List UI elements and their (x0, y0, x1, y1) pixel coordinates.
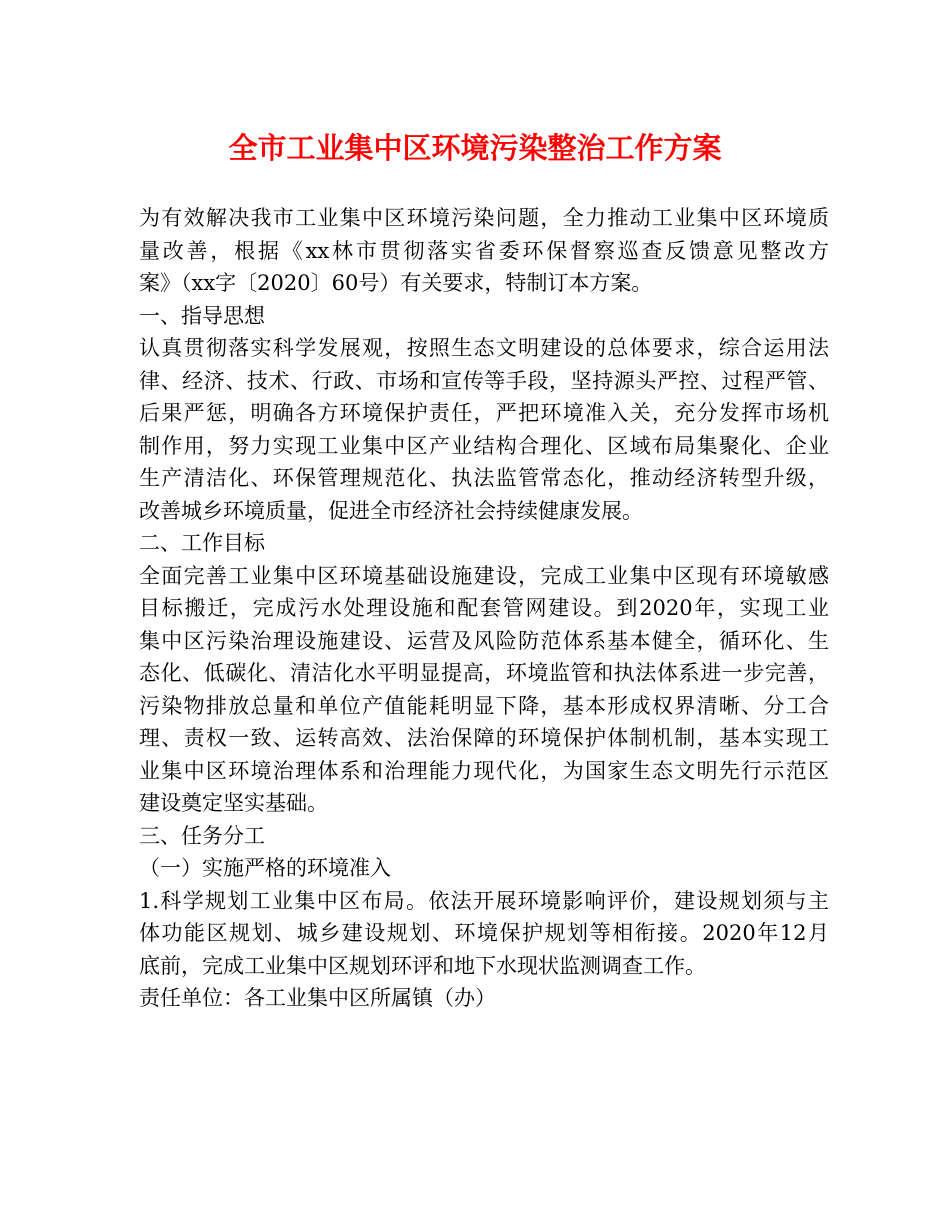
body-line: （一）实施严格的环境准入 (139, 856, 391, 880)
body-line: 一、指导思想 (139, 303, 265, 328)
body-line: 为有效解决我市工业集中区环境污染问题，全力推动工业集中区环境质 (139, 206, 829, 230)
body-line: 改善城乡环境质量，促进全市经济社会持续健康发展。 (139, 498, 643, 523)
body-line: 后果严惩，明确各方环境保护责任，严把环境准入关，充分发挥市场机 (139, 401, 829, 425)
body-line: 律、经济、技术、行政、市场和宣传等手段，坚持源头严控、过程严管、 (139, 368, 829, 393)
body-line: 集中区污染治理设施建设、运营及风险防范体系基本健全，循环化、生 (139, 628, 829, 653)
body-line: 认真贯彻落实科学发展观，按照生态文明建设的总体要求，综合运用法 (139, 336, 829, 360)
body-line: 态化、低碳化、清洁化水平明显提高，环境监管和执法体系进一步完善， (139, 661, 829, 685)
body-line: 二、工作目标 (139, 531, 265, 555)
body-line: 体功能区规划、城乡建设规划、环境保护规划等相衔接。2020年12月 (139, 921, 829, 945)
body-line: 1.科学规划工业集中区布局。依法开展环境影响评价，建设规划须与主 (139, 888, 829, 913)
body-line: 理、责权一致、运转高效、法治保障的环境保护体制机制，基本实现工 (139, 726, 829, 750)
body-line: 责任单位：各工业集中区所属镇（办） (139, 986, 496, 1010)
body-line: 目标搬迁，完成污水处理设施和配套管网建设。到2020年，实现工业 (139, 596, 829, 620)
body-line: 建设奠定坚实基础。 (139, 791, 328, 815)
document-body (139, 202, 829, 1015)
body-line: 业集中区环境治理体系和治理能力现代化，为国家生态文明先行示范区 (139, 758, 829, 783)
body-line: 底前，完成工业集中区规划环评和地下水现状监测调查工作。 (139, 953, 706, 978)
body-line: 三、任务分工 (139, 823, 265, 848)
body-line: 全面完善工业集中区环境基础设施建设，完成工业集中区现有环境敏感 (139, 563, 829, 588)
body-line: 污染物排放总量和单位产值能耗明显下降，基本形成权界清晰、分工合 (139, 693, 829, 718)
body-line: 量改善，根据《xx林市贯彻落实省委环保督察巡查反馈意见整改方 (139, 238, 829, 263)
body-line: 制作用，努力实现工业集中区产业结构合理化、区域布局集聚化、企业 (139, 433, 829, 458)
document-title: 全市工业集中区环境污染整治工作方案 (228, 131, 722, 165)
body-line: 生产清洁化、环保管理规范化、执法监管常态化，推动经济转型升级， (139, 466, 829, 490)
body-line: 案》（xx字〔2020〕60号）有关要求，特制订本方案。 (139, 271, 653, 295)
